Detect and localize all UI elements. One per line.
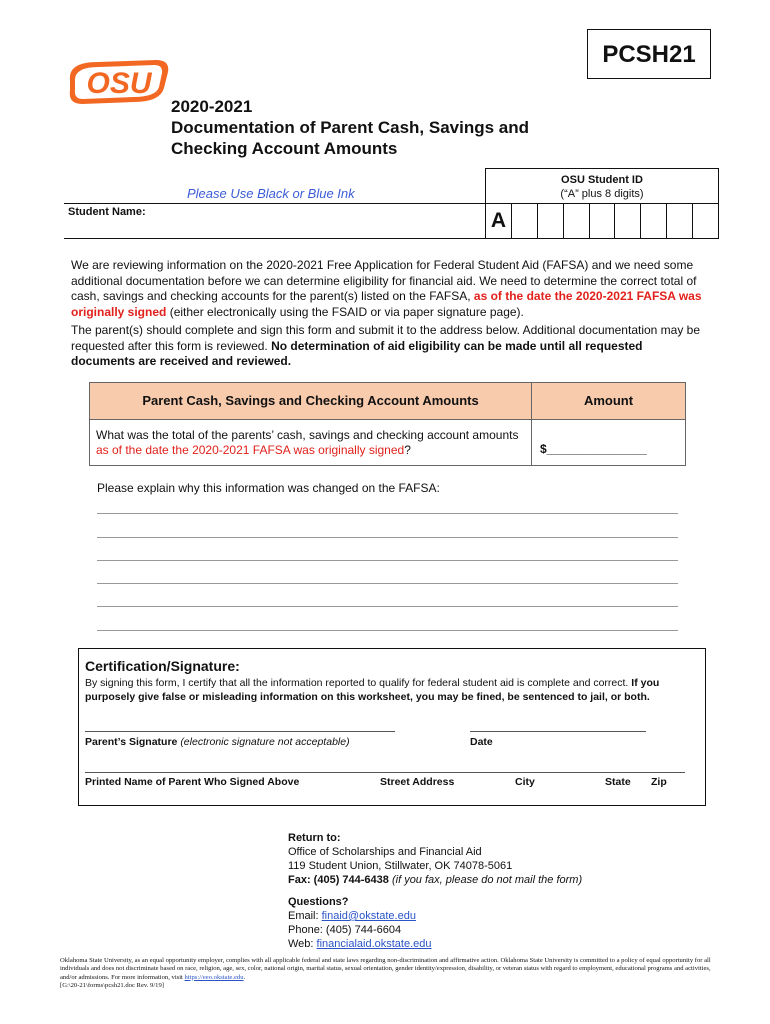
city-label: City: [515, 776, 535, 788]
student-id-digit-8[interactable]: [693, 204, 718, 238]
state-label: State: [605, 776, 631, 788]
amounts-table-header: [90, 383, 685, 420]
intro-p2-text: The parent(s) should complete and sign this form and submit it to the address below. Additional documentation may be requested after this form is reviewed.: [71, 323, 701, 353]
student-id-digit-6[interactable]: [641, 204, 667, 238]
explain-label: Please explain why this information was changed on the FAFSA:: [97, 481, 440, 495]
student-id-prefix: A: [486, 204, 512, 238]
return-to-block: [288, 831, 582, 951]
eeo-link[interactable]: https://eeo.okstate.edu: [184, 973, 244, 981]
ink-note: Please Use Black or Blue Ink: [187, 186, 355, 201]
document-title: [171, 96, 529, 159]
date-label: Date: [470, 736, 493, 748]
email-label: Email:: [288, 910, 322, 922]
explain-line-5[interactable]: [97, 606, 678, 607]
certification-warning: If you purposely give false or misleading information on this worksheet, you may be fined, be sentenced to jail, or both.: [85, 677, 660, 703]
printed-name-label: Printed Name of Parent Who Signed Above: [85, 776, 300, 788]
footer-disclaimer: [60, 957, 724, 991]
amount-input[interactable]: $_______________: [540, 442, 647, 456]
intro-p1-text: We are reviewing information on the 2020-2021 Free Application for Federal Student Aid (FAFSA) and we need some additional documentation before we can determine eligibility for financial aid. We need to determine the correct total of cash, savings and checking accounts for the parent(s) listed on the FAFSA,: [71, 258, 697, 303]
email-link[interactable]: finaid@okstate.edu: [321, 910, 416, 922]
amount-question-red: as of the date the 2020-2021 FAFSA was originally signed: [96, 443, 405, 457]
footer-end: .: [243, 973, 246, 981]
zip-label: Zip: [651, 776, 667, 788]
student-id-digit-5[interactable]: [615, 204, 641, 238]
logo-text: OSU: [86, 67, 152, 100]
intro-p1-tail: (either electronically using the FSAID or via paper signature page).: [166, 304, 524, 319]
intro-paragraph-2: [71, 323, 707, 370]
web-label: Web:: [288, 938, 317, 950]
parent-signature-text: Parent’s Signature: [85, 736, 178, 748]
explain-line-1[interactable]: [97, 513, 678, 514]
amounts-col-header: Parent Cash, Savings and Checking Account Amounts: [90, 383, 532, 419]
student-id-cells: [486, 204, 718, 238]
student-id-box: [485, 168, 719, 239]
amounts-table-row: [90, 420, 685, 466]
phone-text: Phone: (405) 744-6604: [288, 924, 402, 936]
date-line[interactable]: [470, 731, 646, 732]
questions-label: Questions?: [288, 896, 349, 908]
parent-signature-line[interactable]: [85, 731, 395, 732]
student-id-digit-4[interactable]: [590, 204, 616, 238]
parent-signature-label: [85, 736, 350, 748]
street-address-label: Street Address: [380, 776, 455, 788]
certification-text: [85, 676, 700, 704]
student-id-digit-3[interactable]: [564, 204, 590, 238]
student-id-label: OSU Student ID: [561, 174, 643, 186]
title-year: 2020-2021: [171, 97, 253, 116]
intro-paragraph-1: [71, 258, 707, 320]
amounts-table: [89, 382, 686, 466]
amount-question-suffix: ?: [404, 443, 411, 457]
student-id-header: [486, 169, 718, 204]
explain-line-2[interactable]: [97, 537, 678, 538]
student-name-label: Student Name:: [68, 206, 146, 218]
return-to-label: Return to:: [288, 832, 341, 844]
amount-col-header: Amount: [583, 393, 634, 408]
amount-question-prefix: What was the total of the parents’ cash, savings and checking account amounts: [96, 428, 519, 442]
title-line-1: Documentation of Parent Cash, Savings and: [171, 118, 530, 137]
address-line[interactable]: [85, 772, 685, 773]
certification-title: Certification/Signature:: [85, 658, 240, 674]
return-fax: Fax: (405) 744-6438: [288, 874, 389, 886]
osu-logo: [64, 56, 172, 108]
footer-file-ref: [G:\20-21\forms\pcsh21.doc Rev. 9/19]: [60, 982, 164, 990]
return-address: 119 Student Union, Stillwater, OK 74078-5061: [288, 860, 513, 872]
student-id-digit-2[interactable]: [538, 204, 564, 238]
intro-p1-red: as of the date the 2020-2021 FAFSA was originally signed: [71, 289, 702, 319]
web-link[interactable]: financialaid.okstate.edu: [316, 938, 432, 950]
amount-question: [90, 420, 532, 466]
intro-p2-bold: No determination of aid eligibility can be made until all requested documents are received and reviewed.: [71, 338, 643, 368]
explain-line-6[interactable]: [97, 630, 678, 631]
student-name-field[interactable]: [64, 203, 485, 239]
explain-line-3[interactable]: [97, 560, 678, 561]
explain-line-4[interactable]: [97, 583, 678, 584]
form-code: PCSH21: [587, 29, 711, 79]
student-id-digit-7[interactable]: [667, 204, 693, 238]
certification-statement: By signing this form, I certify that all the information reported to qualify for federal student aid is complete and correct.: [85, 677, 632, 689]
parent-signature-note: (electronic signature not acceptable): [180, 736, 350, 748]
student-id-digit-1[interactable]: [512, 204, 538, 238]
student-id-sublabel: (“A” plus 8 digits): [560, 188, 644, 200]
title-line-2: Checking Account Amounts: [171, 139, 398, 158]
return-office: Office of Scholarships and Financial Aid: [288, 846, 482, 858]
footer-text: Oklahoma State University, as an equal opportunity employer, complies with all applicable federal and state laws regarding non-discrimination and affirmative action. Oklahoma State University is committed to a policy of equal opportunity for all individuals and does not discriminate based on race, religion, age, sex, color, national origin, marital status, sexual orientation, gender identity/expression, disability, or veteran status with regard to employment, educational programs and activities, and/or admissions. For more information, visit: [60, 957, 711, 981]
return-fax-note: (if you fax, please do not mail the form): [391, 874, 583, 886]
